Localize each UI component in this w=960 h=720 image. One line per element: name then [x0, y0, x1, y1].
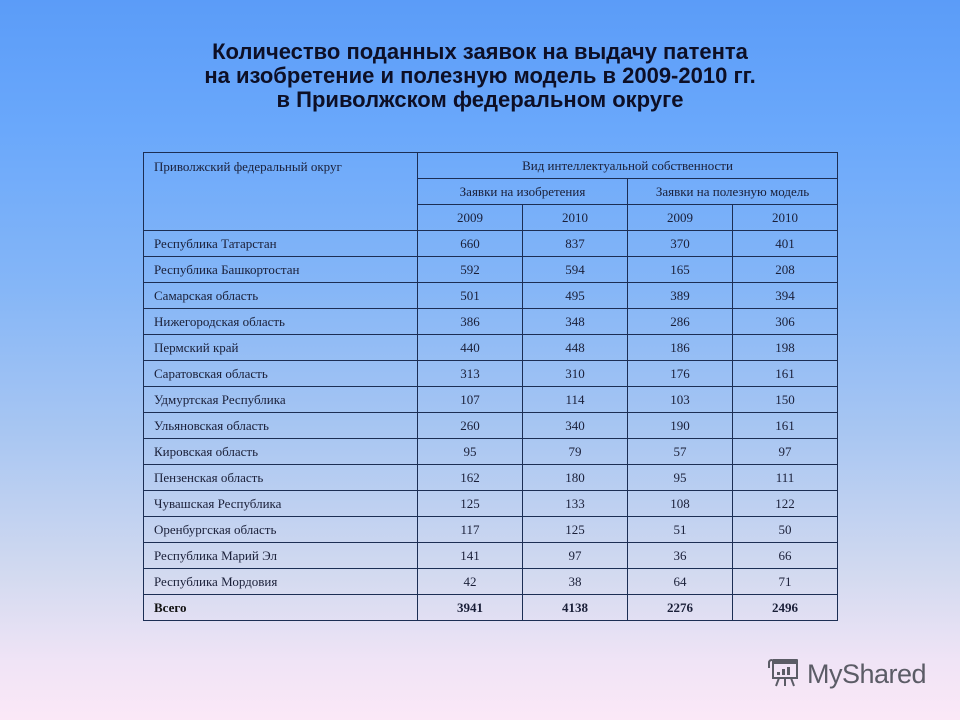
value-cell: 64: [628, 569, 733, 595]
value-cell: 594: [523, 257, 628, 283]
region-name: Республика Башкортостан: [144, 257, 418, 283]
table-row: [144, 413, 838, 439]
table-row: [144, 465, 838, 491]
value-cell: 394: [733, 283, 838, 309]
value-cell: 161: [733, 413, 838, 439]
group-header: Вид интеллектуальной собственности: [418, 153, 838, 179]
value-cell: 389: [628, 283, 733, 309]
value-cell: 95: [418, 439, 523, 465]
table-row: [144, 543, 838, 569]
region-name: Республика Татарстан: [144, 231, 418, 257]
value-cell: 306: [733, 309, 838, 335]
table-row: [144, 387, 838, 413]
year-header: 2010: [733, 205, 838, 231]
patent-applications-table: [143, 152, 838, 621]
value-cell: 448: [523, 335, 628, 361]
year-header: 2009: [628, 205, 733, 231]
header-row-1: [144, 153, 838, 179]
value-cell: 111: [733, 465, 838, 491]
value-cell: 108: [628, 491, 733, 517]
region-name: Пермский край: [144, 335, 418, 361]
value-cell: 36: [628, 543, 733, 569]
value-cell: 208: [733, 257, 838, 283]
value-cell: 133: [523, 491, 628, 517]
corner-header: Приволжский федеральный округ: [144, 153, 418, 231]
slide-title: [0, 40, 960, 112]
table-row: [144, 361, 838, 387]
value-cell: 165: [628, 257, 733, 283]
value-cell: 260: [418, 413, 523, 439]
value-cell: 162: [418, 465, 523, 491]
value-cell: 592: [418, 257, 523, 283]
watermark-text: MyShared: [807, 658, 927, 689]
value-cell: 440: [418, 335, 523, 361]
presentation-board-icon: [767, 656, 801, 693]
region-name: Республика Марий Эл: [144, 543, 418, 569]
value-cell: 660: [418, 231, 523, 257]
value-cell: 386: [418, 309, 523, 335]
value-cell: 180: [523, 465, 628, 491]
value-cell: 837: [523, 231, 628, 257]
region-name: Республика Мордовия: [144, 569, 418, 595]
value-cell: 125: [523, 517, 628, 543]
value-cell: 71: [733, 569, 838, 595]
value-cell: 198: [733, 335, 838, 361]
value-cell: 141: [418, 543, 523, 569]
region-name: Кировская область: [144, 439, 418, 465]
value-cell: 313: [418, 361, 523, 387]
value-cell: 51: [628, 517, 733, 543]
table-row: [144, 283, 838, 309]
table-row: [144, 257, 838, 283]
subgroup-header-inventions: Заявки на изобретения: [418, 179, 628, 205]
value-cell: 97: [733, 439, 838, 465]
value-cell: 401: [733, 231, 838, 257]
value-cell: 348: [523, 309, 628, 335]
value-cell: 150: [733, 387, 838, 413]
region-name: Удмуртская Республика: [144, 387, 418, 413]
value-cell: 42: [418, 569, 523, 595]
value-cell: 57: [628, 439, 733, 465]
value-cell: 190: [628, 413, 733, 439]
value-cell: 95: [628, 465, 733, 491]
total-value: 4138: [523, 595, 628, 621]
table-row: [144, 491, 838, 517]
total-value: 2276: [628, 595, 733, 621]
year-header: 2009: [418, 205, 523, 231]
value-cell: 310: [523, 361, 628, 387]
value-cell: 117: [418, 517, 523, 543]
region-name: Чувашская Республика: [144, 491, 418, 517]
total-value: 2496: [733, 595, 838, 621]
subgroup-header-utility-models: Заявки на полезную модель: [628, 179, 838, 205]
region-name: Ульяновская область: [144, 413, 418, 439]
table-row: [144, 569, 838, 595]
value-cell: 370: [628, 231, 733, 257]
value-cell: 114: [523, 387, 628, 413]
value-cell: 38: [523, 569, 628, 595]
title-line-3: в Приволжском федеральном округе: [276, 87, 684, 112]
table-row: [144, 517, 838, 543]
total-value: 3941: [418, 595, 523, 621]
total-row: [144, 595, 838, 621]
value-cell: 97: [523, 543, 628, 569]
region-name: Нижегородская область: [144, 309, 418, 335]
value-cell: 186: [628, 335, 733, 361]
value-cell: 79: [523, 439, 628, 465]
value-cell: 125: [418, 491, 523, 517]
table-row: [144, 231, 838, 257]
myshared-watermark: [767, 657, 926, 691]
table-row: [144, 309, 838, 335]
value-cell: 495: [523, 283, 628, 309]
region-name: Саратовская область: [144, 361, 418, 387]
table-row: [144, 335, 838, 361]
value-cell: 161: [733, 361, 838, 387]
value-cell: 286: [628, 309, 733, 335]
value-cell: 66: [733, 543, 838, 569]
region-name: Оренбургская область: [144, 517, 418, 543]
value-cell: 501: [418, 283, 523, 309]
value-cell: 103: [628, 387, 733, 413]
region-name: Самарская область: [144, 283, 418, 309]
value-cell: 50: [733, 517, 838, 543]
region-name: Пензенская область: [144, 465, 418, 491]
value-cell: 340: [523, 413, 628, 439]
title-line-2: на изобретение и полезную модель в 2009-2010 гг.: [204, 63, 756, 88]
value-cell: 107: [418, 387, 523, 413]
value-cell: 176: [628, 361, 733, 387]
title-line-1: Количество поданных заявок на выдачу патента: [212, 39, 748, 64]
year-header: 2010: [523, 205, 628, 231]
value-cell: 122: [733, 491, 838, 517]
total-label: Всего: [144, 595, 418, 621]
table-row: [144, 439, 838, 465]
